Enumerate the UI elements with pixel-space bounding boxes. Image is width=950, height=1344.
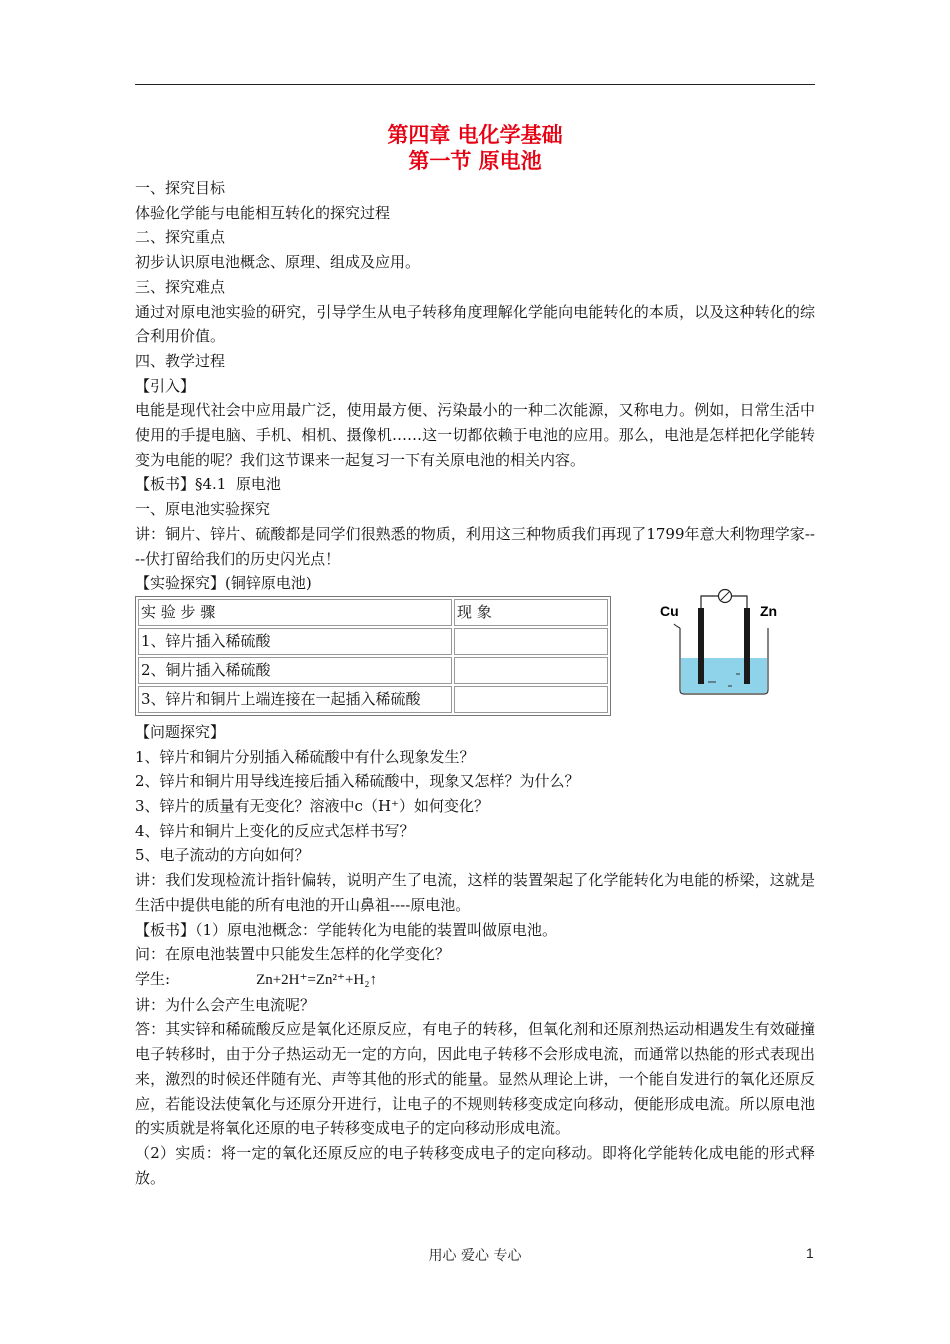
zinc-electrode: [744, 608, 750, 684]
reaction-equation: Zn+2H⁺=Zn²⁺+H₂↑: [256, 971, 377, 988]
text-explanation: 讲：我们发现检流计指针偏转，说明产生了电流，这样的装置架起了化学能转化为电能的桥梁，这就是生活中提供电能的所有电池的开山鼻祖----原电池。: [135, 871, 815, 914]
label-intro: 【引入】: [135, 376, 196, 395]
section-title: 第一节 原电池: [408, 149, 542, 173]
heading-process: 四、教学过程: [135, 351, 226, 370]
question-item: 4、锌片和铜片上变化的反应式怎样书写？: [135, 821, 415, 840]
header-rule: [135, 84, 815, 85]
label-experiment: 【实验探究】(铜锌原电池): [135, 574, 312, 593]
table-row: [138, 686, 608, 713]
question-item: 2、锌片和铜片用导线连接后插入稀硫酸中，现象又怎样？为什么？: [135, 772, 580, 791]
text-answer: 答：其实锌和稀硫酸反应是氧化还原反应，有电子的转移，但氧化剂和还原剂热运动相遇发生有效碰撞电子转移时，由于分子热运动无一定的方向，因此电子转移不会形成电流，而通常以热能的形式表现出来，激烈的时候还伴随有光、声等其他的形式的能量。显然从理论上讲，一个能自发进行的氧化还原反应，若能设法使氧化与还原分开进行，让电子的不规则转移变成定向移动，便能形成电流。所以原电池的实质就是将氧化还原的电子转移变成电子的定向移动形成电流。: [135, 1020, 815, 1138]
table-row: [138, 628, 608, 655]
question-item: 5、电子流动的方向如何？: [135, 846, 310, 865]
heading-goals: 一、探究目标: [135, 179, 226, 197]
text-why: 讲：为什么会产生电流呢？: [135, 995, 316, 1014]
text-question: 问：在原电池装置中只能发生怎样的化学变化？: [135, 945, 451, 964]
label-questions: 【问题探究】: [135, 722, 226, 741]
page-number: 1: [806, 1245, 814, 1261]
question-item: 3、锌片的质量有无变化？溶液中c（H⁺）如何变化？: [135, 797, 489, 816]
table-header-row: [138, 599, 608, 626]
table-cell-step: 1、锌片插入稀硫酸: [138, 628, 452, 655]
table-row: [138, 657, 608, 684]
experiment-table: [135, 596, 611, 716]
heading-difficulty: 三、探究难点: [135, 277, 226, 296]
board-concept: 【板书】（1）原电池概念：学能转化为电能的装置叫做原电池。: [135, 920, 558, 939]
student-answer: [135, 967, 815, 993]
text-difficulty: 通过对原电池实验的研究，引导学生从电子转移角度理解化学能向电能转化的本质，以及这种转化的综合利用价值。: [135, 302, 815, 346]
board-title: 【板书】§4.1 原电池: [135, 475, 281, 494]
cu-label: Cu: [660, 602, 679, 619]
text-history: 讲：铜片、锌片、硫酸都是同学们很熟悉的物质，利用这三种物质我们再现了1799年意大利物理学家----伏打留给我们的历史闪光点！: [135, 524, 815, 568]
text-essence: （2）实质：将一定的氧化还原反应的电子转移变成电子的定向移动。即将化学能转化成电能的形式释放。: [135, 1143, 815, 1187]
text-focus: 初步认识原电池概念、原理、组成及应用。: [135, 253, 421, 272]
zn-label: Zn: [760, 602, 778, 619]
student-label: 学生:: [135, 969, 171, 988]
table-header-steps: 实 验 步 骤: [138, 599, 452, 626]
heading-focus: 二、探究重点: [135, 228, 226, 247]
heading-experiment: 一、原电池实验探究: [135, 500, 271, 519]
chapter-title: 第四章 电化学基础: [387, 123, 563, 147]
table-cell-phenomenon: [454, 657, 608, 684]
table-cell-step: 2、铜片插入稀硫酸: [138, 657, 452, 684]
table-cell-step: 3、锌片和铜片上端连接在一起插入稀硫酸: [138, 686, 452, 713]
table-cell-phenomenon: [454, 686, 608, 713]
document-body: [135, 176, 815, 1190]
table-cell-phenomenon: [454, 628, 608, 655]
experiment-section: [135, 596, 815, 720]
text-goals: 体验化学能与电能相互转化的探究过程: [135, 203, 391, 222]
copper-electrode: [698, 608, 704, 684]
question-item: 1、锌片和铜片分别插入稀硫酸中有什么现象发生？: [135, 747, 475, 766]
electrolyte-liquid: [681, 658, 767, 693]
footer-motto: 用心 爱心 专心: [428, 1248, 522, 1264]
galvanic-cell-diagram: [660, 586, 810, 706]
text-intro: 电能是现代社会中应用最广泛，使用最方便、污染最小的一种二次能源，又称电力。例如，日常生活中使用的手提电脑、手机、相机、摄像机……这一切都依赖于电池的应用。那么，电池是怎样把化学能转变为电能的呢？我们这节课来一起复习一下有关原电池的相关内容。: [135, 401, 815, 469]
table-header-phenomena: 现 象: [454, 599, 608, 626]
beaker-lip: [674, 624, 680, 628]
